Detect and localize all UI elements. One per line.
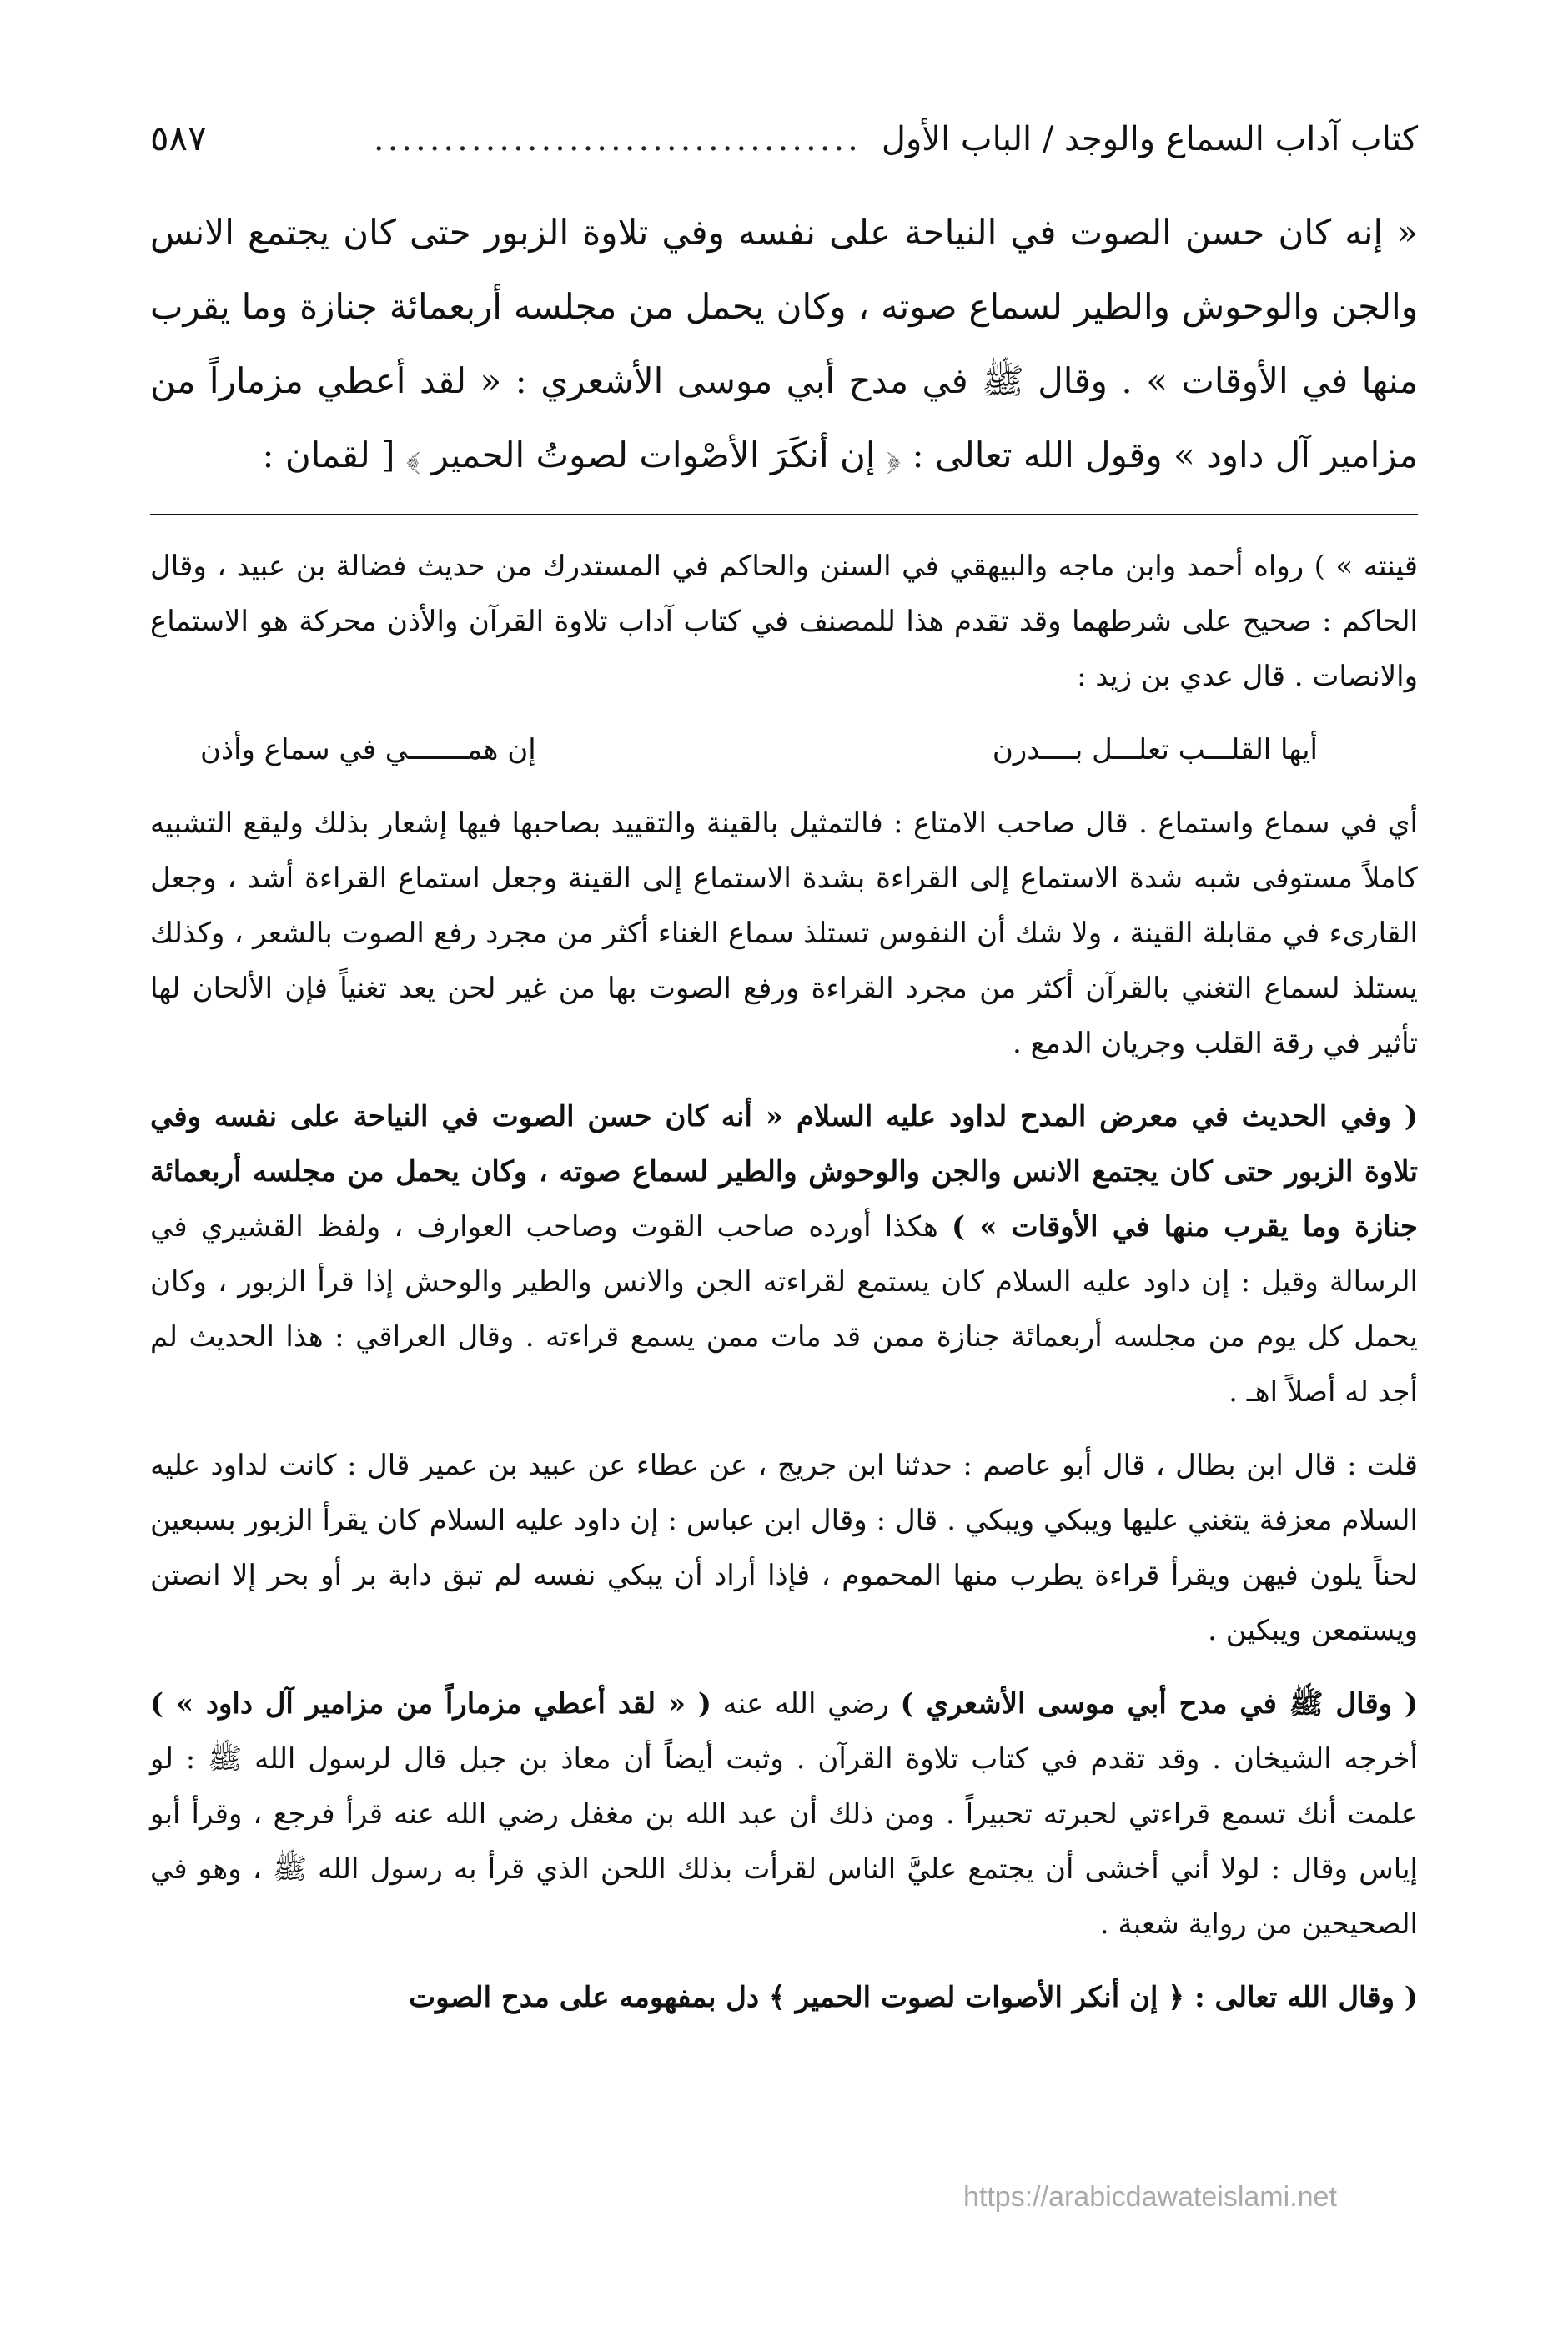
poetry-verse [150,722,1418,777]
commentary-paragraph-2: أي في سماع واستماع . قال صاحب الامتاع : فالتمثيل بالقينة والتقييد بصاحبها فيها إشعار بذلك وليقع التشبيه كاملاً مستوفى شبه شدة الاستماع إلى القراءة بشدة الاستماع إلى القينة وجعل استماع القراءة أشد ، وجعل القارىء في مقابلة القينة ، ولا شك أن النفوس تستلذ سماع الغناء أكثر من مجرد رفع الصوت بالشعر ، وكذلك يستلذ لسماع التغني بالقرآن أكثر من مجرد القراءة ورفع الصوت بها من غير لحن يعد تغنياً فإن الألحان لها تأثير في رقة القلب وجريان الدمع . [150,807,1418,1060]
main-text-paragraph: « إنه كان حسن الصوت في النياحة على نفسه وفي تلاوة الزبور حتى كان يجتمع الانس والجن والوحوش والطير لسماع صوته ، وكان يحمل من مجلسه أربعمائة جنازة وما يقرب منها في الأوقات » . وقال ﷺ في مدح أبي موسى الأشعري : « لقد أعطي مزماراً من مزامير آل داود » وقول الله تعالى : ﴿ إن أنكَرَ الأصْوات لصوتُ الحمير ﴾ [ لقمان : [150,212,1418,475]
quoted-text: ( « لقد أعطي مزماراً من مزامير آل داود » ) [150,1687,711,1721]
commentary-text: أخرجه الشيخان . وقد تقدم في كتاب تلاوة القرآن . وثبت أيضاً أن معاذ بن جبل قال لرسول الله ﷺ : لو علمت أنك تسمع قراءتي لحبرته تحبيراً . ومن ذلك أن عبد الله بن مغفل رضي الله عنه قرأ فرجع ، وقرأ أبو إياس وقال : لولا أني أخشى أن يجتمع عليَّ الناس لقرأت بذلك اللحن الذي قرأ به رسول الله ﷺ ، وهو في الصحيحين من رواية شعبة . [150,1742,1418,1941]
commentary-text: رضي الله عنه [711,1687,901,1721]
commentary-paragraph-1: قينته » ) رواه أحمد وابن ماجه والبيهقي في السنن والحاكم في المستدرك من حديث فضالة بن عبيد ، وقال الحاكم : صحيح على شرطهما وقد تقدم هذا للمصنف في كتاب آداب تلاوة القرآن والأذن محركة هو الاستماع والانصات . قال عدي بن زيد : [150,550,1418,693]
book-page [150,108,1418,2244]
footnote-divider [150,514,1418,515]
quoted-text: ( وقال الله تعالى : ﴿ إن أنكر الأصوات لصوت الحمير ﴾ دل بمفهومه على مدح الصوت [409,1981,1418,2014]
commentary-paragraph-6 [150,1970,1418,2025]
watermark: https://arabicdawateislami.net [963,2181,1337,2213]
commentary [150,539,1418,2025]
quoted-text: ( وفي الحديث في معرض المدح لداود عليه السلام « أنه كان حسن الصوت في النياحة على نفسه وفي تلاوة الزبور حتى كان يجتمع الانس والجن والوحوش والطير لسماع صوته ، وكان يحمل من مجلسه أربعمائة جنازة وما يقرب منها في الأوقات » ) [150,1100,1418,1244]
leader-dots: ................................... [373,120,862,158]
verse-second-hemistich: إن همـــــــي في سماع وأذن [200,733,536,766]
commentary-paragraph-3 [150,1089,1418,1420]
commentary-paragraph-4: قلت : قال ابن بطال ، قال أبو عاصم : حدثنا ابن جريج ، عن عطاء عن عبيد بن عمير قال : كانت لداود عليه السلام معزفة يتغني عليها ويبكي ويبكي . قال : وقال ابن عباس : إن داود عليه السلام كان يقرأ الزبور بسبعين لحناً يلون فيهن ويقرأ قراءة يطرب منها المحموم ، فإذا أراد أن يبكي نفسه لم تبق دابة بر أو بحر إلا انصتن ويستمعن ويبكين . [150,1449,1418,1647]
running-title: كتاب آداب السماع والوجد / الباب الأول [881,120,1418,158]
page-number: ٥٨٧ [150,118,207,158]
quoted-text: ( وقال ﷺ في مدح أبي موسى الأشعري ) [900,1687,1418,1721]
commentary-paragraph-5 [150,1676,1418,1952]
main-text [150,195,1418,492]
running-header [150,108,1418,168]
commentary-text: هكذا أورده صاحب القوت وصاحب العوارف ، ولفظ القشيري في الرسالة وقيل : إن داود عليه السلام كان يستمع لقراءته الجن والانس والطير والوحش إذا قرأ الزبور ، وكان يحمل كل يوم من مجلسه أربعمائة جنازة ممن قد مات ممن يسمع قراءته . وقال العراقي : هذا الحديث لم أجد له أصلاً اهـ . [150,1210,1418,1409]
verse-first-hemistich: أيها القلـــب تعلـــل بــــدرن [992,733,1318,766]
